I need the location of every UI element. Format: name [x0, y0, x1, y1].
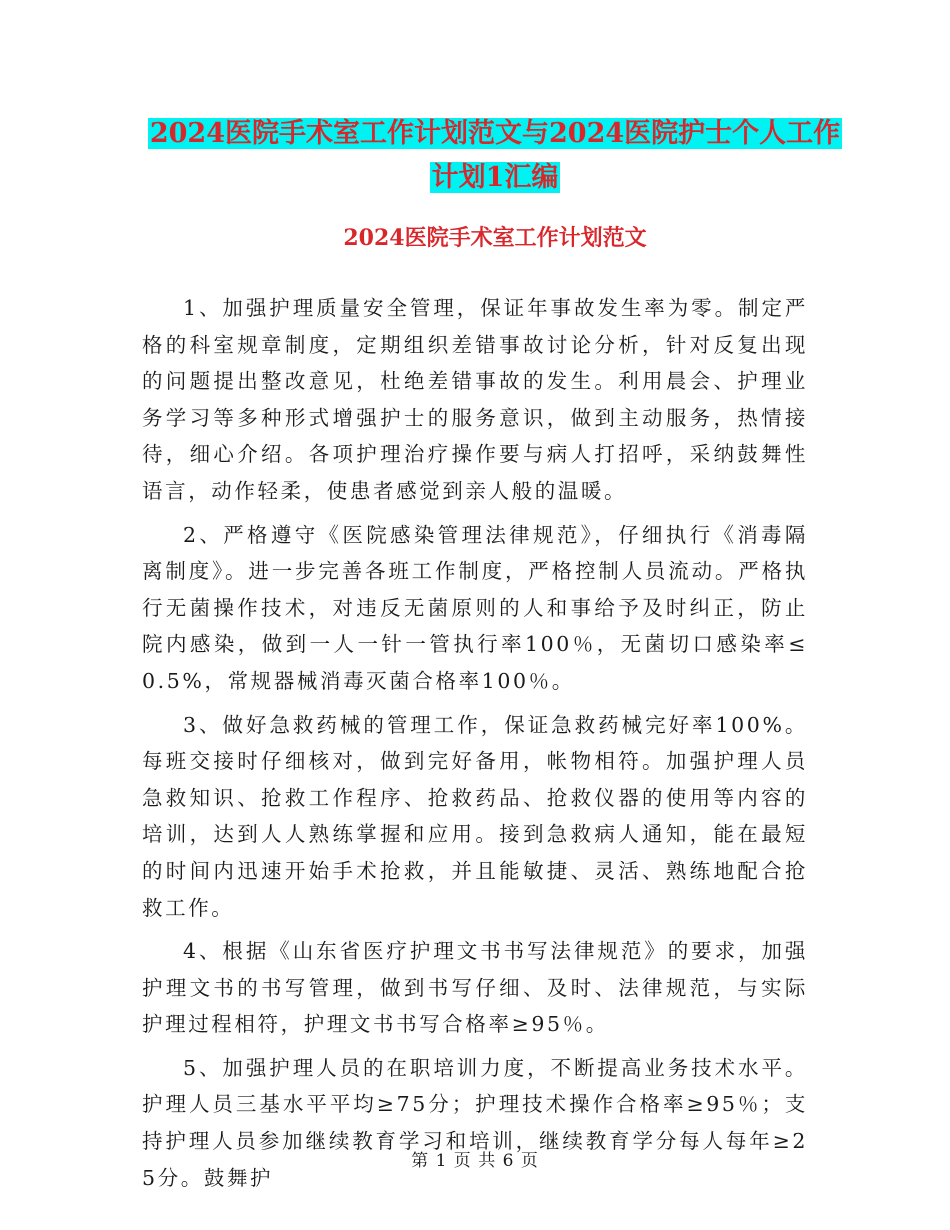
page-footer: 第 1 页 共 6 页 — [411, 1151, 539, 1171]
document-title — [140, 112, 850, 200]
paragraph-5: 5、加强护理人员的在职培训力度，不断提高业务技术水平。护理人员三基水平平均≥75分；护理技术操作合格率≥95％；支持护理人员参加继续教育学习和培训，继续教育学分每人每年≥25分。鼓舞护 — [142, 1055, 808, 1190]
document-body — [142, 290, 808, 1203]
paragraph-1: 1、加强护理质量安全管理，保证年事故发生率为零。制定严格的科室规章制度，定期组织差错事故讨论分析，针对反复出现的问题提出整改意见，杜绝差错事故的发生。利用晨会、护理业务学习等多种形式增强护士的服务意识，做到主动服务，热情接待，细心介绍。各项护理治疗操作要与病人打招呼，采纳鼓舞性语言，动作轻柔，使患者感觉到亲人般的温暖。 — [142, 296, 808, 503]
document-title-text: 2024医院手术室工作计划范文与2024医院护士个人工作计划1汇编 — [149, 118, 841, 193]
paragraph-3: 3、做好急救药械的管理工作，保证急救药械完好率100%。每班交接时仔细核对，做到完好备用，帐物相符。加强护理人员急救知识、抢救工作程序、抢救药品、抢救仪器的使用等内容的培训，达到人人熟练掌握和应用。接到急救病人通知，能在最短的时间内迅速开始手术抢救，并且能敏捷、灵活、熟练地配合抢救工作。 — [142, 712, 808, 920]
paragraph-2: 2、严格遵守《医院感染管理法律规范》，仔细执行《消毒隔离制度》。进一步完善各班工作制度，严格控制人员流动。严格执行无菌操作技术，对违反无菌原则的人和事给予及时纠正，防止院内感染，做到一人一针一管执行率100％，无菌切口感染率≤0.5%，常规器械消毒灭菌合格率100％。 — [142, 522, 808, 693]
section-title: 2024医院手术室工作计划范文 — [343, 225, 647, 251]
paragraph-4: 4、根据《山东省医疗护理文书书写法律规范》的要求，加强护理文书的书写管理，做到书写仔细、及时、法律规范，与实际护理过程相符，护理文书书写合格率≥95％。 — [142, 939, 808, 1037]
